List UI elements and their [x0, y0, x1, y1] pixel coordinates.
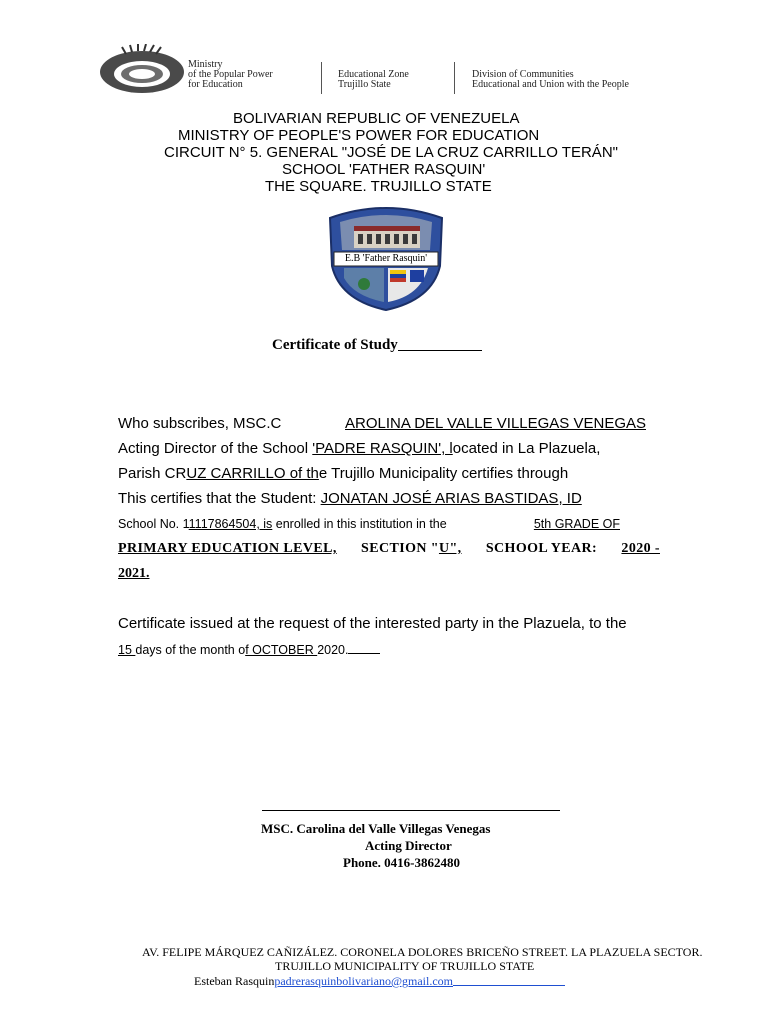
- text-certifies-student: This certifies that the Student:: [118, 490, 321, 507]
- body-line-9: [118, 641, 660, 659]
- text-school-year-end: 2021.: [118, 566, 150, 581]
- footer-email-link[interactable]: padrerasquinbolivariano@gmail.com: [274, 974, 453, 988]
- text-parish: Parish CR: [118, 465, 187, 482]
- year-underline: [348, 641, 380, 654]
- text-days-of-month: days of the month o: [135, 643, 246, 657]
- signature-name: MSC. Carolina del Valle Villegas Venegas: [261, 821, 491, 836]
- signature-phone: Phone. 0416-3862480: [343, 855, 460, 870]
- footer-contact-name: Esteban Rasquin: [194, 974, 275, 988]
- title-underline: [398, 336, 482, 351]
- text-location: ocated in La Plazuela,: [452, 440, 601, 457]
- text-day: 15: [118, 643, 136, 657]
- body-line-8: [118, 615, 660, 633]
- text-school-name: 'PADRE RASQUIN', l: [312, 440, 453, 457]
- institution-line3: CIRCUIT N° 5. GENERAL "JOSÉ DE LA CRUZ CARRILLO TERÁN": [164, 144, 618, 161]
- text-school-year-label: SCHOOL YEAR:: [485, 541, 598, 556]
- text-grade: 5th GRADE OF: [533, 517, 620, 531]
- text-acting-director: Acting Director of the School: [118, 440, 313, 457]
- text-subscriber-intro: Who subscribes, MSC.C: [118, 415, 282, 432]
- header-zone-line2: Trujillo State: [338, 79, 391, 90]
- header-ministry-line3: for Education: [188, 79, 243, 90]
- institution-line5: THE SQUARE. TRUJILLO STATE: [265, 178, 492, 195]
- text-year: 2020.: [317, 643, 349, 657]
- text-school-year-start: 2020 -: [621, 541, 660, 556]
- text-section-label: SECTION ": [361, 541, 439, 556]
- text-issued-request: Certificate issued at the request of the interested party in the Plazuela, to the: [118, 615, 627, 632]
- text-municipality: e Trujillo Municipality certifies through: [318, 465, 569, 482]
- text-student-name: JONATAN JOSÉ ARIAS BASTIDAS, ID: [320, 490, 582, 507]
- body-line-4: [118, 490, 660, 508]
- text-school-number: 1117864504, is: [188, 517, 273, 531]
- text-school-no: School No. 1: [118, 517, 189, 531]
- crest-label: E.B 'Father Rasquin': [344, 253, 428, 264]
- header-ministry: [188, 60, 273, 90]
- text-parish-name: UZ CARRILLO of th: [186, 465, 319, 482]
- header-zone-line1: Educational Zone: [338, 69, 409, 80]
- institution-line4: SCHOOL 'FATHER RASQUIN': [282, 161, 486, 178]
- header-ministry-line2: of the Popular Power: [188, 69, 273, 80]
- text-education-level: PRIMARY EDUCATION LEVEL,: [118, 541, 337, 556]
- body-line-3: [118, 465, 660, 483]
- header-division-line1: Division of Communities: [472, 69, 574, 80]
- header-divider: [454, 62, 455, 94]
- text-month: f OCTOBER: [245, 643, 318, 657]
- header-division-line2: Educational and Union with the People: [472, 79, 629, 90]
- ministry-logo-icon: [98, 44, 194, 96]
- signature-line: [262, 810, 560, 811]
- footer-address-line1: AV. FELIPE MÁRQUEZ CAÑIZÁLEZ. CORONELA DOLORES BRICEÑO STREET. LA PLAZUELA SECTOR.: [142, 945, 703, 959]
- institution-line2: MINISTRY OF PEOPLE'S POWER FOR EDUCATION: [178, 127, 540, 144]
- footer-contact: [194, 974, 565, 988]
- text-enrolled: enrolled in this institution in the: [272, 517, 447, 531]
- body-line-2: [118, 440, 660, 458]
- page-title: [272, 336, 482, 354]
- header-division: [472, 70, 629, 90]
- body-line-6: [118, 540, 660, 558]
- text-section-value: U",: [438, 541, 462, 556]
- institution-line1: BOLIVARIAN REPUBLIC OF VENEZUELA: [233, 110, 520, 127]
- email-underline: [453, 974, 565, 986]
- body-line-1: [118, 415, 660, 433]
- signature-role: Acting Director: [365, 838, 452, 853]
- body-line-5: [118, 515, 660, 533]
- page-title-text: Certificate of Study: [272, 337, 398, 353]
- header-zone: [338, 70, 409, 90]
- header-divider: [321, 62, 322, 94]
- body-line-7: [118, 565, 660, 583]
- footer-address-line2: TRUJILLO MUNICIPALITY OF TRUJILLO STATE: [275, 959, 535, 973]
- header-ministry-line1: Ministry: [188, 59, 223, 70]
- text-director-name: AROLINA DEL VALLE VILLEGAS VENEGAS: [345, 415, 646, 432]
